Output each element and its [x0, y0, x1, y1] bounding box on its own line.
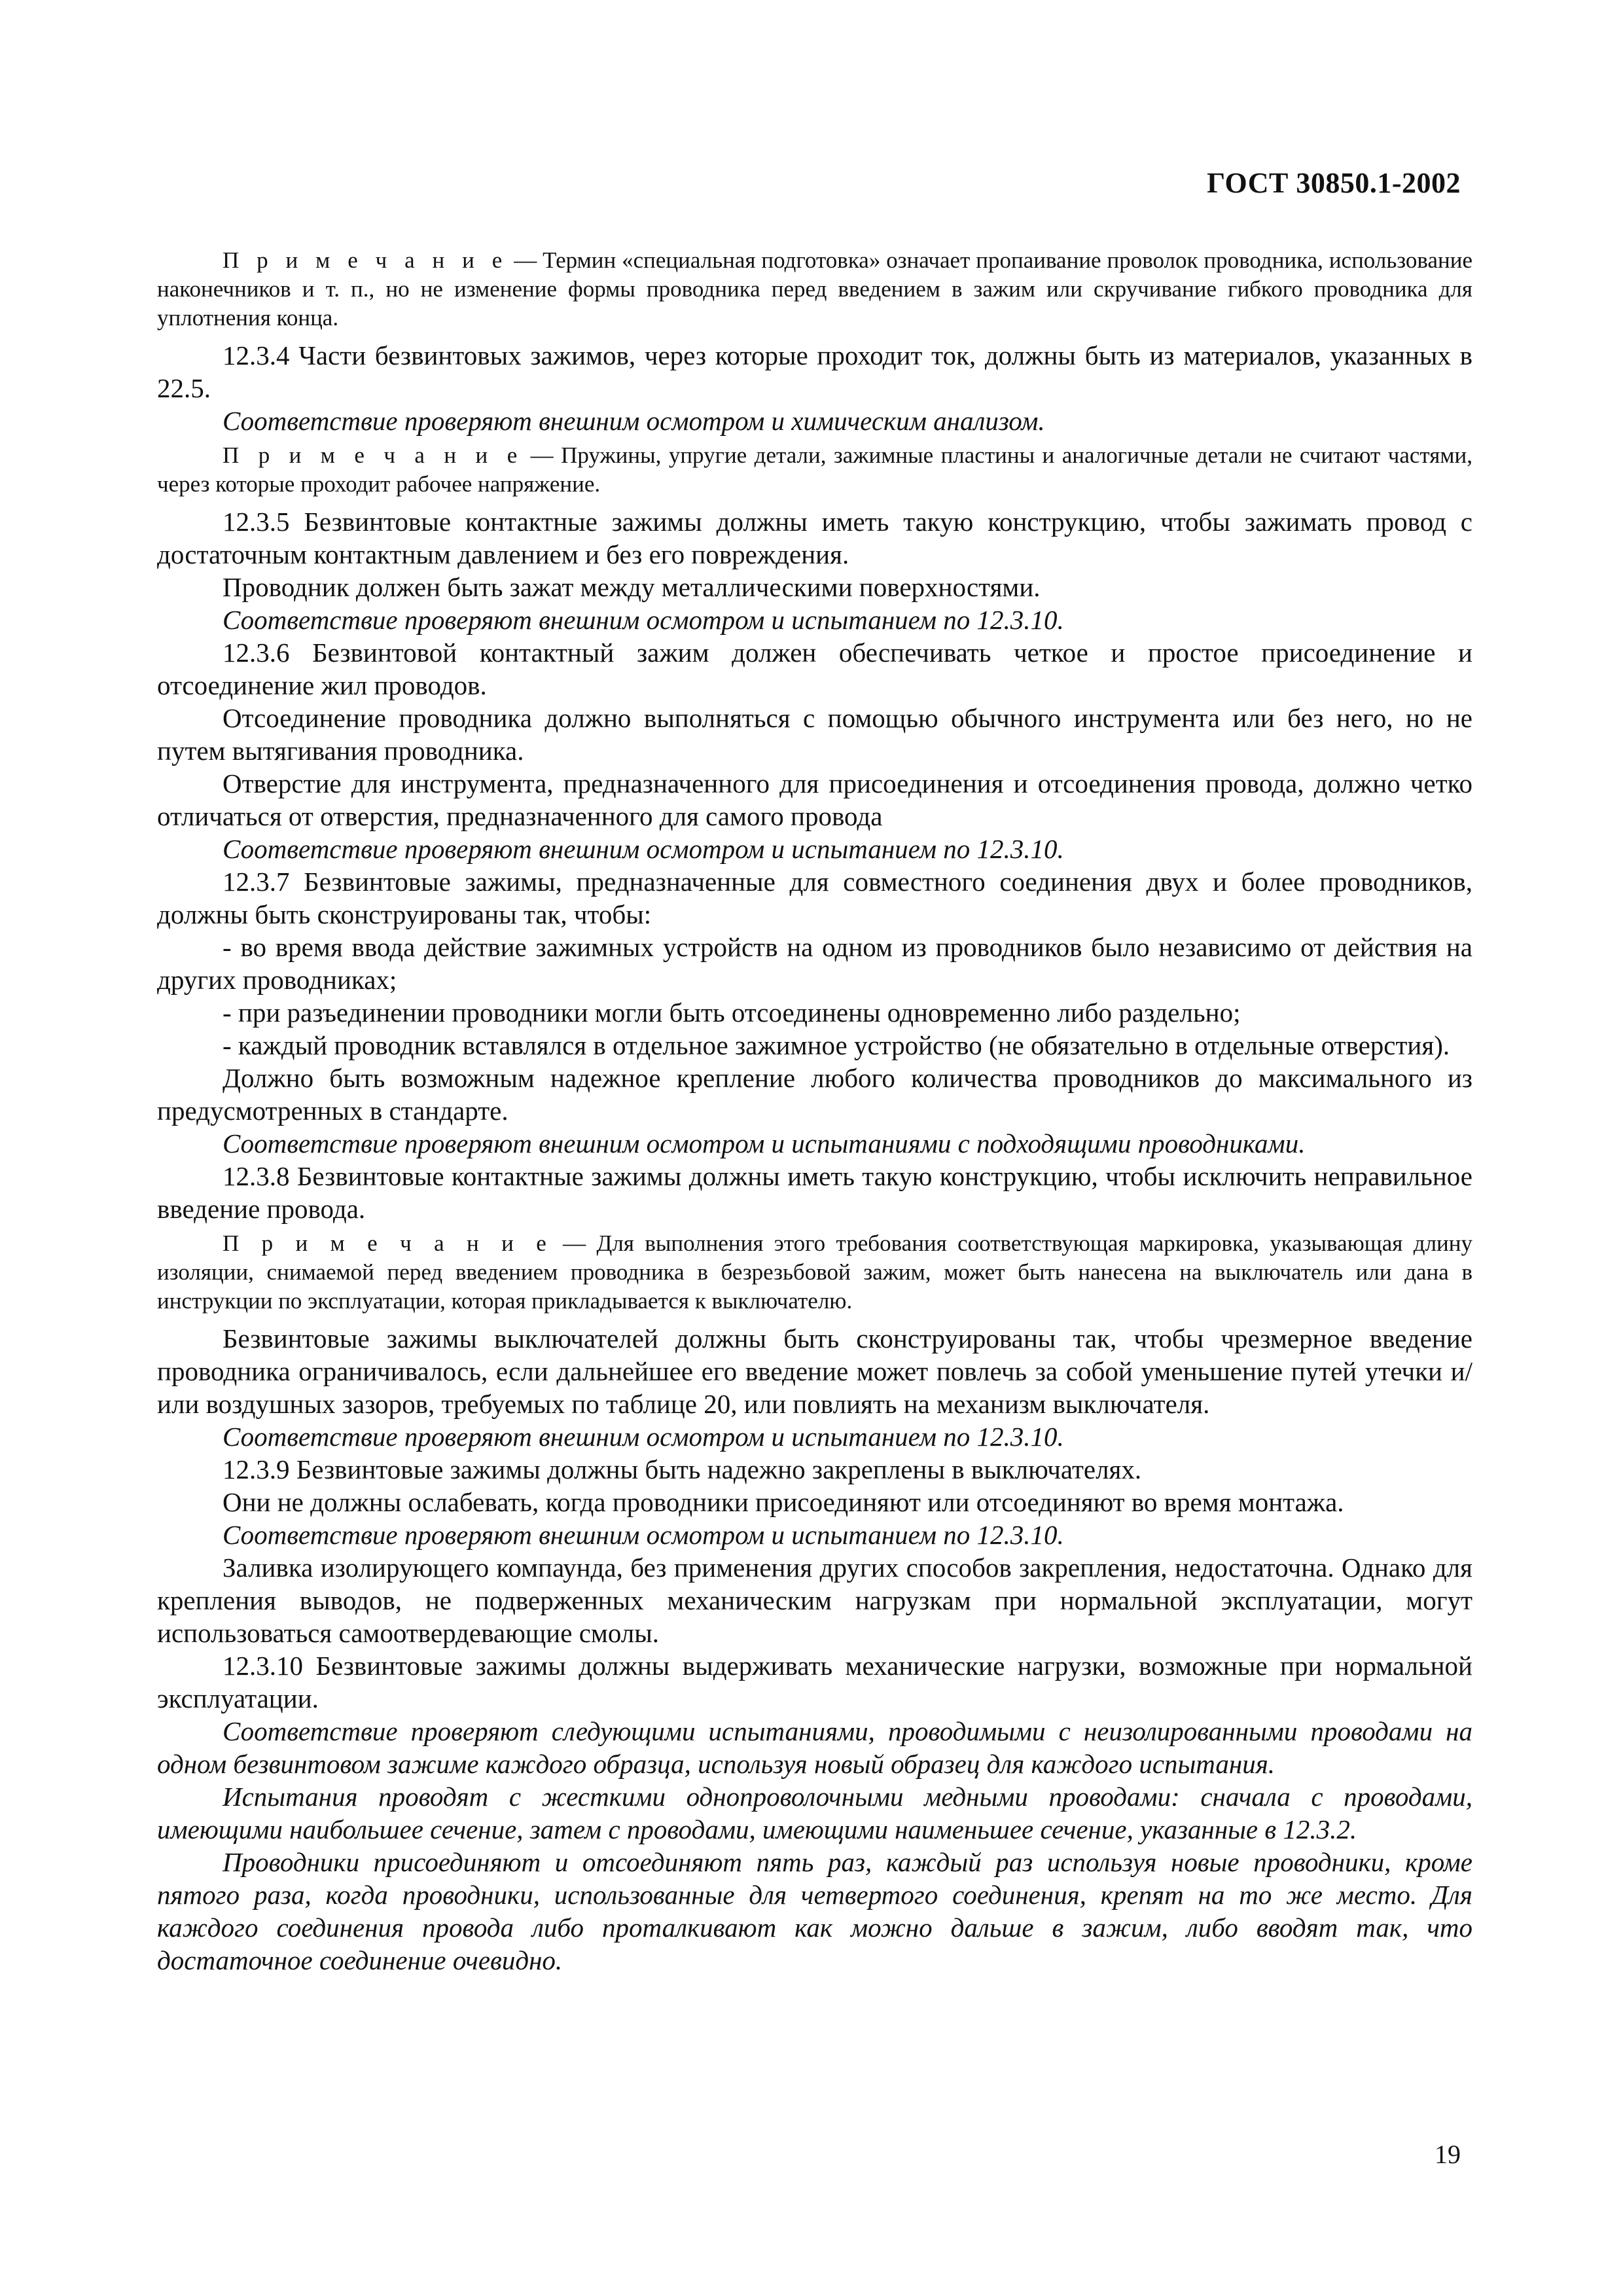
- note-lead: П р и м е ч а н и е: [223, 442, 524, 468]
- compliance-12-3-4: Соответствие проверяют внешним осмотром и химическим анализом.: [223, 406, 1045, 436]
- note-paragraph: [157, 246, 1472, 332]
- compliance-12-3-9: Соответствие проверяют внешним осмотром и испытанием по 12.3.10.: [223, 1520, 1064, 1550]
- paragraph: Отверстие для инструмента, предназначенного для присоединения и отсоединения провода, должно четко отличаться от отверстия, предназначенного для самого провода: [157, 768, 1472, 831]
- note-lead: П р и м е ч а н и е: [223, 247, 508, 273]
- clause-12-3-5: 12.3.5 Безвинтовые контактные зажимы должны иметь такую конструкцию, чтобы зажимать провод с достаточным контактным давлением и без его повреждения.: [157, 507, 1472, 569]
- compliance-12-3-8: Соответствие проверяют внешним осмотром и испытанием по 12.3.10.: [223, 1422, 1064, 1452]
- compliance-12-3-5: Соответствие проверяют внешним осмотром и испытанием по 12.3.10.: [223, 605, 1064, 635]
- paragraph: Проводник должен быть зажат между металлическими поверхностями.: [223, 572, 1041, 602]
- clause-12-3-6: 12.3.6 Безвинтовой контактный зажим должен обеспечивать четкое и простое присоединение и отсоединение жил проводов.: [157, 637, 1472, 700]
- compliance-12-3-10: Соответствие проверяют следующими испытаниями, проводимыми с неизолированными проводами на одном безвинтовом зажиме каждого образца, используя новый образец для каждого испытания.: [157, 1716, 1472, 1779]
- clause-12-3-4: 12.3.4 Части безвинтовых зажимов, через которые проходит ток, должны быть из материалов, указанных в 22.5.: [157, 340, 1472, 403]
- list-item: - каждый проводник вставлялся в отдельное зажимное устройство (не обязательно в отдельные отверстия).: [223, 1030, 1450, 1060]
- document-body: [157, 242, 1472, 1977]
- list-item: - при разъединении проводники могли быть отсоединены одновременно либо раздельно;: [223, 997, 1241, 1028]
- document-header: ГОСТ 30850.1-2002: [1207, 167, 1461, 199]
- note-lead: П р и м е ч а н и е: [223, 1230, 552, 1256]
- list-item: - во время ввода действие зажимных устройств на одном из проводников было независимо от действия на других проводниках;: [157, 932, 1472, 995]
- paragraph: Отсоединение проводника должно выполняться с помощью обычного инструмента или без него, но не путем вытягивания проводника.: [157, 703, 1472, 766]
- clause-12-3-9: 12.3.9 Безвинтовые зажимы должны быть надежно закреплены в выключателях.: [223, 1454, 1142, 1484]
- note-paragraph: [157, 1229, 1472, 1316]
- clause-12-3-7: 12.3.7 Безвинтовые зажимы, предназначенные для совместного соединения двух и более проводников, должны быть сконструированы так, чтобы:: [157, 867, 1472, 929]
- note-text: — Термин «специальная подготовка» означает пропаивание проволок проводника, использование наконечников и т. п., но не изменение формы проводника перед введением в зажим или скручивание гибкого проводника для уплотнения конца.: [157, 247, 1472, 331]
- paragraph: Должно быть возможным надежное крепление любого количества проводников до максимального из предусмотренных в стандарте.: [157, 1063, 1472, 1126]
- clause-12-3-8: 12.3.8 Безвинтовые контактные зажимы должны иметь такую конструкцию, чтобы исключить неправильное введение провода.: [157, 1161, 1472, 1224]
- note-paragraph: [157, 441, 1472, 499]
- paragraph: Они не должны ослабевать, когда проводники присоединяют или отсоединяют во время монтажа.: [223, 1487, 1344, 1517]
- compliance-12-3-10: Проводники присоединяют и отсоединяют пять раз, каждый раз используя новые проводники, кроме пятого раза, когда проводники, использованные для четвертого соединения, крепят на то же место. Для каждого соединения провода либо проталкивают как можно дальше в зажим, либо вводят так, что достаточное соединение очевидно.: [157, 1847, 1472, 1975]
- note-text: — Для выполнения этого требования соответствующая маркировка, указывающая длину изоляции, снимаемой перед введением проводника в безрезьбовой зажим, может быть нанесена на выключатель или дана в инструкции по эксплуатации, которая прикладывается к выключателю.: [157, 1230, 1472, 1314]
- paragraph: Заливка изолирующего компаунда, без применения других способов закрепления, недостаточна. Однако для крепления выводов, не подверженных механическим нагрузкам при нормальной эксплуатации, могут использоваться самоотвердевающие смолы.: [157, 1552, 1472, 1648]
- compliance-12-3-7: Соответствие проверяют внешним осмотром и испытаниями с подходящими проводниками.: [223, 1128, 1306, 1158]
- page-number: 19: [1435, 2140, 1461, 2169]
- compliance-12-3-10: Испытания проводят с жесткими однопроволочными медными проводами: сначала с проводами, имеющими наибольшее сечение, затем с проводами, имеющими наименьшее сечение, указанные в 12.3.2.: [157, 1782, 1472, 1844]
- note-text: — Пружины, упругие детали, зажимные пластины и аналогичные детали не считают частями, через которые проходит рабочее напряжение.: [157, 442, 1472, 497]
- compliance-12-3-6: Соответствие проверяют внешним осмотром и испытанием по 12.3.10.: [223, 834, 1064, 864]
- paragraph: Безвинтовые зажимы выключателей должны быть сконструированы так, чтобы чрезмерное введение проводника ограничивалось, если дальнейшее его введение может повлечь за собой уменьшение путей утечки и/или воздушных зазоров, требуемых по таблице 20, или повлиять на механизм выключателя.: [157, 1323, 1472, 1419]
- clause-12-3-10: 12.3.10 Безвинтовые зажимы должны выдерживать механические нагрузки, возможные при нормальной эксплуатации.: [157, 1651, 1472, 1713]
